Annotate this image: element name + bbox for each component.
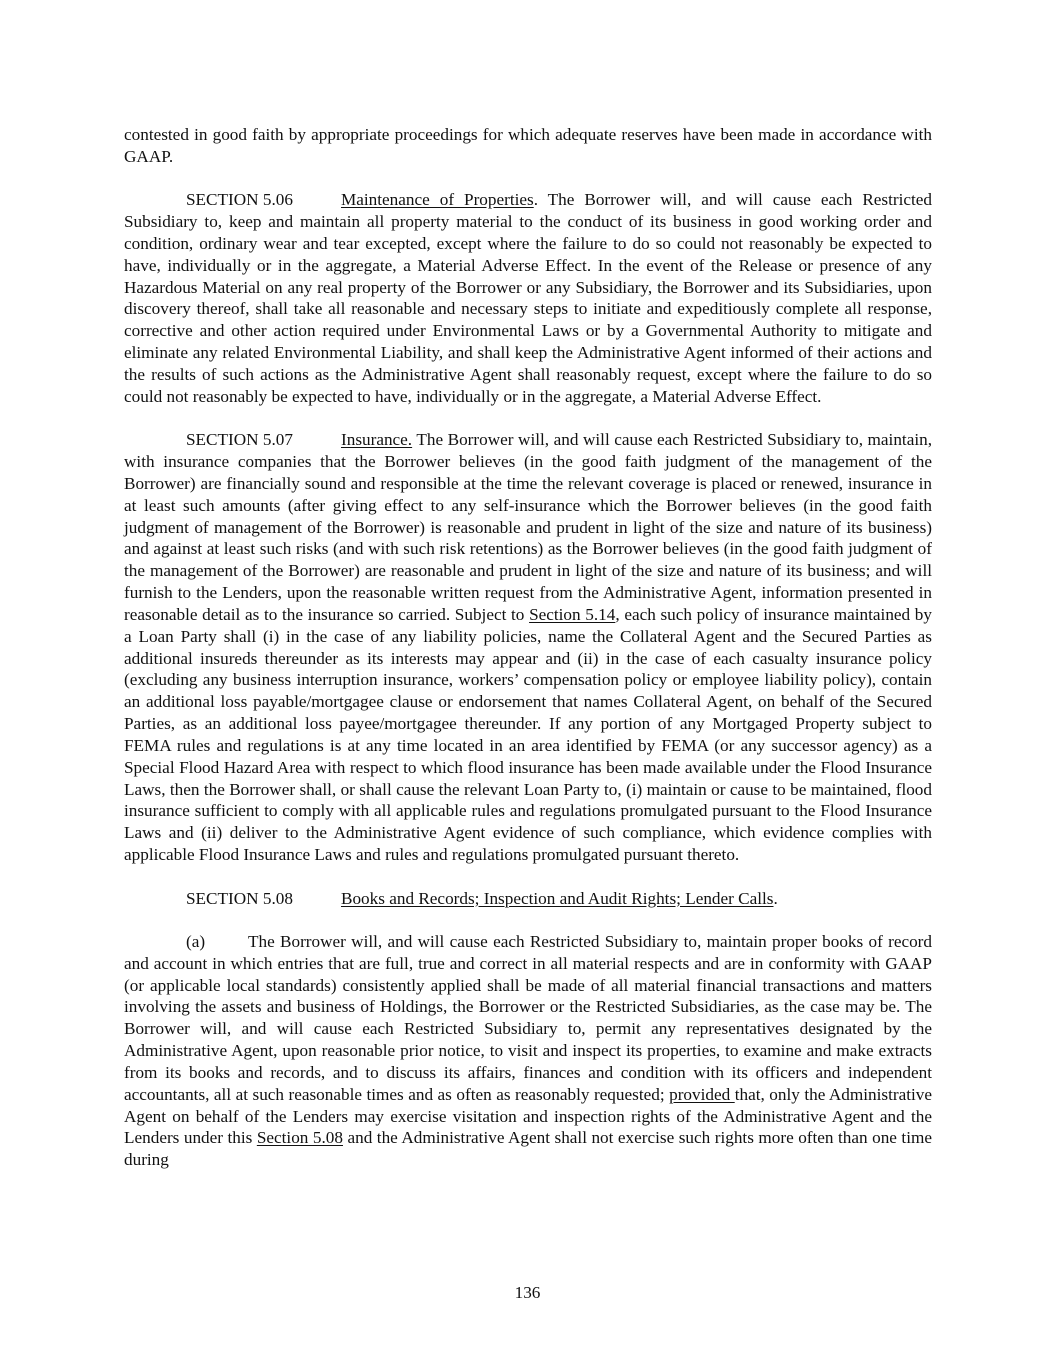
section-title: Insurance.: [341, 430, 413, 450]
subsection-a: [124, 931, 932, 1171]
section-5-08: [124, 888, 932, 910]
section-title-end: .: [773, 888, 778, 908]
subsection-text: and the Administrative Agent shall not exercise such rights more often than one time during: [124, 1128, 932, 1170]
section-title: Maintenance of Properties: [341, 190, 534, 210]
section-number: SECTION 5.08: [186, 888, 293, 908]
document-page: [124, 124, 932, 1193]
section-number: SECTION 5.07: [186, 430, 293, 450]
section-text: , each such policy of insurance maintained by a Loan Party shall (i) in the case of any liability policies, name the Collateral Agent and the Secured Parties as additional insureds thereunder as its interests may appear and (ii) in the case of each casualty insurance policy (excluding any business interruption insurance, workers’ compensation policy or employee liability policy), contain an additional loss payable/mortgagee clause or endorsement that names Collateral Agent, on behalf of the Secured Parties, as an additional loss payee/mortgagee thereunder. If any portion of any Mortgaged Property subject to FEMA rules and regulations is at any time located in an area identified by FEMA (or any successor agency) as a Special Flood Hazard Area with respect to which flood insurance has been made available under the Flood Insurance Laws, then the Borrower shall, or shall cause the relevant Loan Party to, (i) maintain or cause to be maintained, flood insurance sufficient to comply with all applicable rules and regulations promulgated pursuant to the Flood Insurance Laws and (ii) deliver to the Administrative Agent evidence of such compliance, which evidence complies with applicable Flood Insurance Laws and rules and regulations promulgated pursuant thereto.: [124, 604, 932, 865]
continuation-paragraph: [124, 124, 932, 168]
section-5-06: [124, 189, 932, 407]
section-number: SECTION 5.06: [186, 190, 293, 210]
section-5-07: [124, 429, 932, 866]
subsection-text: The Borrower will, and will cause each Restricted Subsidiary to, maintain proper books of record and account in which entries that are full, true and correct in all material respects and are in conformity with GAAP (or applicable local standards) consistently applied shall be made of all material financial transactions and matters involving the assets and business of Holdings, the Borrower or the Restricted Subsidiaries, as the case may be. The Borrower will, and will cause each Restricted Subsidiary to, permit any representatives designated by the Administrative Agent, upon reasonable prior notice, to visit and inspect its properties, to examine and make extracts from its books and records, and to discuss its affairs, finances and condition with its officers and independent accountants, all at such reasonable times and as often as reasonably requested;: [124, 931, 932, 1104]
section-text: . The Borrower will, and will cause each Restricted Subsidiary to, keep and maintain all property material to the conduct of its business in good working order and condition, ordinary wear and tear excepted, except where the failure to do so could not reasonably be expected to have, individually or in the aggregate, a Material Adverse Effect. In the event of the Release or presence of any Hazardous Material on any real property of the Borrower or any Subsidiary, the Borrower and its Subsidiaries, upon discovery thereof, shall take all reasonable and necessary steps to initiate and expeditiously complete all response, corrective and other action required under Environmental Laws or by a Governmental Authority to mitigate and eliminate any related Environmental Liability, and shall keep the Administrative Agent informed of their actions and the results of such actions as the Administrative Agent shall reasonably request, except where the failure to do so could not reasonably be expected to have, individually or in the aggregate, a Material Adverse Effect.: [124, 190, 932, 406]
section-reference: Section 5.14: [529, 604, 616, 624]
provided-term: provided: [669, 1084, 735, 1104]
section-text: The Borrower will, and will cause each Restricted Subsidiary to, maintain, with insurance companies that the Borrower believes (in the good faith judgment of the management of the Borrower) are financially sound and responsible at the time the relevant coverage is placed or renewed, insurance in at least such amounts (after giving effect to any self-insurance which the Borrower believes (in the good faith judgment of management of the Borrower) is reasonable and prudent in light of the size and nature of its business) and against at least such risks (and with such risk retentions) as the Borrower believes (in the good faith judgment of the management of the Borrower) are reasonable and prudent in light of the size and nature of its business; and will furnish to the Lenders, upon the reasonable written request from the Administrative Agent, information presented in reasonable detail as to the insurance so carried. Subject to: [124, 430, 932, 624]
section-reference: Section 5.08: [256, 1128, 343, 1148]
paragraph-text: contested in good faith by appropriate proceedings for which adequate reserves have been made in accordance with GAAP.: [124, 125, 932, 166]
page-number: 136: [514, 1283, 541, 1302]
subsection-label: (a): [186, 931, 206, 951]
subsection-text: that, only the Administrative Agent on behalf of the Lenders may exercise visitation and inspection rights of the Administrative Agent and the Lenders under this: [124, 1084, 932, 1148]
section-title: Books and Records; Inspection and Audit Rights; Lender Calls: [341, 888, 774, 908]
